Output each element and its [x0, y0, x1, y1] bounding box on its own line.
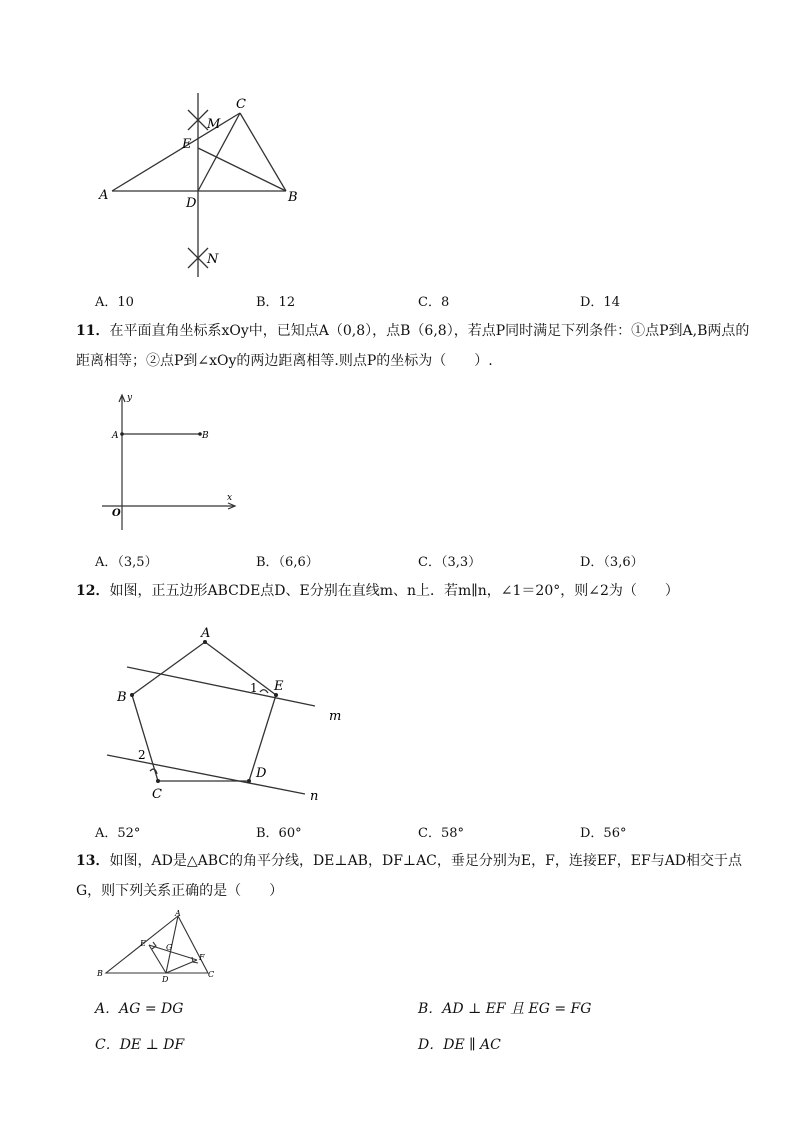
q10-label-E: E	[182, 137, 192, 152]
q13-label-F: F	[199, 953, 205, 962]
q12-label-angle2: 2	[138, 748, 146, 762]
q12-label-B: B	[117, 690, 127, 705]
q10-figure	[90, 85, 320, 285]
q10-label-C: C	[236, 97, 246, 112]
q10-label-D: D	[186, 196, 197, 211]
q11-label-y: y	[127, 393, 133, 403]
q12-option-a: A．52°	[95, 826, 141, 841]
q13-label-G: G	[166, 943, 173, 952]
q12-label-n: n	[310, 789, 319, 804]
q13-label-A: A	[175, 910, 181, 918]
q11-number: 11．	[76, 323, 110, 339]
q12-label-C: C	[152, 787, 162, 802]
q13-label-B: B	[97, 969, 103, 978]
q12-figure	[100, 620, 360, 810]
q11-label-A: A	[112, 431, 119, 441]
q13-number: 13．	[76, 853, 110, 869]
q12-text: 如图，正五边形ABCDE点D、E分别在直线m、n上．若m∥n，∠1＝20°，则∠2为（ ）	[109, 583, 679, 599]
q10-option-a: A．10	[95, 295, 134, 310]
q11-text: 在平面直角坐标系xOy中，已知点A（0,8），点B（6,8），若点P同时满足下列条件：①点P到A,B两点的距离相等；②点P到∠xOy的两边距离相等.则点P的坐标为（ ）.	[76, 323, 750, 369]
q13-label-C: C	[208, 970, 215, 979]
q12-number: 12．	[76, 583, 110, 599]
q13-figure	[95, 910, 225, 982]
q11-question	[76, 316, 756, 376]
q10-option-c: C．8	[418, 295, 450, 310]
q12-label-E: E	[274, 679, 284, 694]
q11-option-a: A．（3,5）	[95, 555, 158, 570]
q13-option-b: B．AD ⊥ EF 且 EG = FG	[418, 1001, 592, 1017]
q11-label-B: B	[202, 431, 209, 441]
q10-label-M: M	[207, 117, 221, 132]
q11-option-c: C．（3,3）	[418, 555, 482, 570]
q13-option-c: C．DE ⊥ DF	[95, 1037, 185, 1053]
q13-label-D: D	[162, 975, 169, 982]
q11-label-O: O	[112, 508, 121, 519]
q13-option-a: A．AG = DG	[95, 1001, 184, 1017]
q13-label-E: E	[140, 939, 146, 948]
q13-question	[76, 846, 756, 906]
q13-option-d: D．DE ∥ AC	[418, 1037, 501, 1053]
q11-option-b: B．（6,6）	[256, 555, 319, 570]
q12-label-angle1: 1	[250, 681, 258, 695]
q10-label-A: A	[99, 188, 109, 203]
q10-option-d: D．14	[580, 295, 620, 310]
q11-option-d: D．（3,6）	[580, 555, 644, 570]
q10-option-b: B．12	[256, 295, 296, 310]
q12-label-A: A	[201, 626, 211, 641]
q12-option-b: B．60°	[256, 826, 302, 841]
q10-label-N: N	[207, 252, 219, 267]
q13-text: 如图，AD是△ABC的角平分线，DE⊥AB，DF⊥AC，垂足分别为E，F，连接EF，EF与AD相交于点G，则下列关系正确的是（ ）	[76, 853, 743, 899]
q10-label-B: B	[288, 190, 298, 205]
q12-option-d: D．56°	[580, 826, 627, 841]
q12-label-m: m	[329, 709, 342, 724]
q12-label-D: D	[256, 766, 267, 781]
q12-option-c: C．58°	[418, 826, 464, 841]
q11-figure	[100, 390, 250, 535]
q11-label-x: x	[227, 493, 233, 503]
q12-question	[76, 576, 756, 606]
